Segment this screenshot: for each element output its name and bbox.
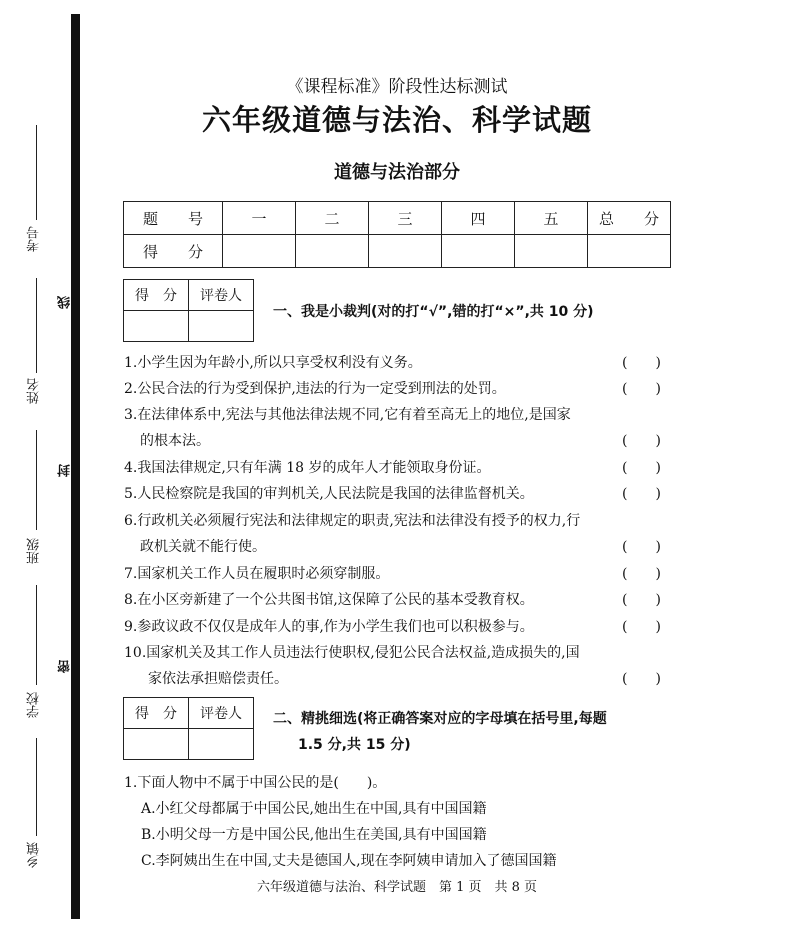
mc-option-a: A.小红父母都属于中国公民,她出生在中国,具有中国国籍 [141, 801, 487, 817]
score-cell[interactable] [369, 235, 442, 268]
part2-heading-line1: 二、精挑细选(将正确答案对应的字母填在括号里,每题 [273, 711, 607, 727]
answer-blank-10[interactable]: ( ) [622, 671, 661, 687]
score-header-cell: 五 [515, 202, 588, 235]
field-class-line [36, 430, 37, 530]
answer-blank-9[interactable]: ( ) [622, 619, 661, 635]
answer-blank-6[interactable]: ( ) [622, 539, 661, 555]
answer-blank-2[interactable]: ( ) [622, 381, 661, 397]
score-cell[interactable] [296, 235, 369, 268]
score-cell[interactable] [515, 235, 588, 268]
seal-mark-line: 线 [58, 296, 73, 309]
score-table [123, 201, 671, 268]
field-exam-number-label: 考号 [27, 226, 42, 252]
mc-question-1: 1.下面人物中不属于中国公民的是( )。 [124, 775, 387, 791]
grader-score-cell[interactable] [124, 729, 189, 760]
seal-mark-secret: 密 [58, 660, 73, 673]
answer-blank-1[interactable]: ( ) [622, 355, 661, 371]
grader-box-part2 [123, 697, 254, 760]
answer-blank-5[interactable]: ( ) [622, 486, 661, 502]
score-header-cell: 二 [296, 202, 369, 235]
score-header-cell: 题 号 [124, 202, 223, 235]
question-4: 4.我国法律规定,只有年满 18 岁的成年人才能领取身份证。 [124, 460, 491, 476]
score-cell[interactable] [442, 235, 515, 268]
answer-blank-8[interactable]: ( ) [622, 592, 661, 608]
grader-name-label: 评卷人 [189, 698, 254, 729]
question-9: 9.参政议政不仅仅是成年人的事,作为小学生我们也可以积极参与。 [124, 619, 534, 635]
mc-option-b: B.小明父母一方是中国公民,他出生在美国,具有中国国籍 [141, 827, 487, 843]
score-header-cell: 总 分 [588, 202, 671, 235]
field-town-label: 乡镇 [27, 842, 42, 868]
score-header-cell: 三 [369, 202, 442, 235]
field-name-line [36, 278, 37, 373]
score-row-label: 得 分 [124, 235, 223, 268]
answer-blank-4[interactable]: ( ) [622, 460, 661, 476]
field-class-label: 班级 [27, 538, 42, 564]
seal-mark-seal: 封 [58, 464, 73, 477]
field-school-label: 学校 [27, 692, 42, 718]
score-cell[interactable] [588, 235, 671, 268]
part1-heading: 一、我是小裁判(对的打“√”,错的打“×”,共 10 分) [273, 304, 594, 320]
exam-title: 六年级道德与法治、科学试题 [201, 103, 592, 137]
question-3: 3.在法律体系中,宪法与其他法律法规不同,它有着至高无上的地位,是国家 [124, 407, 571, 423]
grader-score-cell[interactable] [124, 311, 189, 342]
question-8: 8.在小区旁新建了一个公共图书馆,这保障了公民的基本受教育权。 [124, 592, 534, 608]
grader-box-part1 [123, 279, 254, 342]
question-2: 2.公民合法的行为受到保护,违法的行为一定受到刑法的处罚。 [124, 381, 506, 397]
question-7: 7.国家机关工作人员在履职时必须穿制服。 [124, 566, 390, 582]
part2-heading-line2: 1.5 分,共 15 分) [298, 737, 411, 753]
question-5: 5.人民检察院是我国的审判机关,人民法院是我国的法律监督机关。 [124, 486, 534, 502]
exam-subtitle: 《课程标准》阶段性达标测试 [286, 77, 508, 97]
answer-blank-7[interactable]: ( ) [622, 566, 661, 582]
grader-score-label: 得 分 [124, 280, 189, 311]
question-1: 1.小学生因为年龄小,所以只享受权利没有义务。 [124, 355, 422, 371]
grader-score-label: 得 分 [124, 698, 189, 729]
question-3-cont: 的根本法。 [140, 433, 210, 449]
score-table-score-row [124, 235, 671, 268]
score-header-cell: 四 [442, 202, 515, 235]
question-6: 6.行政机关必须履行宪法和法律规定的职责,宪法和法律没有授予的权力,行 [124, 513, 581, 529]
grader-name-cell[interactable] [189, 311, 254, 342]
score-header-cell: 一 [223, 202, 296, 235]
question-6-cont: 政机关就不能行使。 [140, 539, 266, 555]
field-town-line [36, 738, 37, 836]
grader-name-label: 评卷人 [189, 280, 254, 311]
page-footer: 六年级道德与法治、科学试题 第 1 页 共 8 页 [256, 880, 538, 895]
mc-option-c: C.李阿姨出生在中国,丈夫是德国人,现在李阿姨申请加入了德国国籍 [141, 853, 557, 869]
field-school-line [36, 585, 37, 685]
answer-blank-3[interactable]: ( ) [622, 433, 661, 449]
question-10: 10.国家机关及其工作人员违法行使职权,侵犯公民合法权益,造成损失的,国 [124, 645, 580, 661]
section-title: 道德与法治部分 [334, 162, 460, 183]
grader-name-cell[interactable] [189, 729, 254, 760]
question-10-cont: 家依法承担赔偿责任。 [148, 671, 288, 687]
score-cell[interactable] [223, 235, 296, 268]
score-table-header-row [124, 202, 671, 235]
field-name-label: 姓名 [27, 378, 42, 404]
